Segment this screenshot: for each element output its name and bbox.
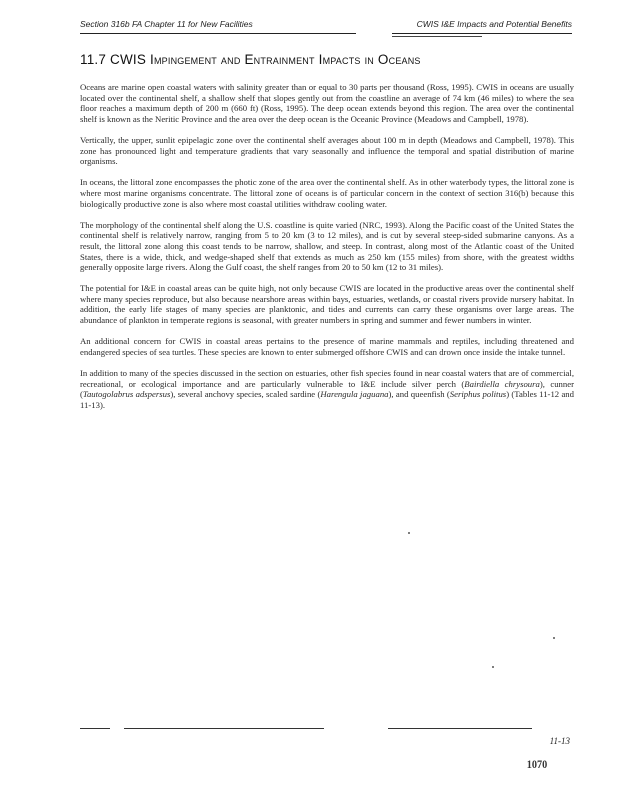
header-rule-right xyxy=(392,33,572,34)
footer-rule xyxy=(388,728,532,729)
running-header-left: Section 316b FA Chapter 11 for New Facilities xyxy=(80,19,253,29)
paragraph-littoral-zone: In oceans, the littoral zone encompasses the photic zone of the area over the continental shelf. As in other waterbody types, the littoral zone is where most marine organisms concentrate. The littoral zone of oceans is of particular concern in the context of section 316(b) because this biologically productive zone is also where most coastal utilities withdraw cooling water. xyxy=(80,177,574,209)
paragraph-ie-potential: The potential for I&E in coastal areas can be quite high, not only because CWIS are located in the productive areas over the continental shelf where many species reproduce, but also because nearshore areas within bays, estuaries, wetlands, or coastal rivers provide nursery habitat. In addition, the early life stages of many species are planktonic, and tides and currents can carry these organisms over large areas. The abundance of plankton in temperate regions is seasonal, with greater numbers in spring and summer and fewer numbers in winter. xyxy=(80,283,574,326)
section-title: 11.7 CWIS Impingement and Entrainment Impacts in Oceans xyxy=(80,52,421,67)
scan-speck xyxy=(553,637,555,639)
scan-speck xyxy=(492,666,494,668)
page-number: 11-13 xyxy=(549,736,570,746)
header-rule-left xyxy=(80,33,356,34)
bates-stamp: 1070 xyxy=(526,757,548,771)
paragraph-epipelagic-zone: Vertically, the upper, sunlit epipelagic zone over the continental shelf averages about 100 m in depth (Meadows and Campbell, 1978). This zone has pronounced light and temperature gradients that vary seasonally and influence the temporal and spatial distribution of marine organisms. xyxy=(80,134,574,167)
paragraph-oceans-definition: Oceans are marine open coastal waters with salinity greater than or equal to 30 parts per thousand (Ross, 1995). CWIS in oceans are usually located over the continental shelf, a shallow shelf that slopes gently out from the coastline an average of 74 km (46 miles) to where the sea floor reaches a maximum depth of 200 m (660 ft) (Ross, 1995). The deep ocean extends beyond this region. The area over the continental shelf is known as the Neritic Province and the area over the deep ocean is the Oceanic Province (Meadows and Campbell, 1978). xyxy=(80,82,574,124)
species-text: ), several anchovy species, scaled sardine ( xyxy=(170,389,321,400)
footer-rule xyxy=(80,728,110,729)
species-name: Tautogolabrus adspersus xyxy=(82,389,171,400)
paragraph-marine-mammals: An additional concern for CWIS in coastal areas pertains to the presence of marine mammals and reptiles, including threatened and endangered species of sea turtles. These species are known to enter submerged offshore CWIS and can drown once inside the intake tunnel. xyxy=(80,336,574,357)
paragraph-shelf-morphology: The morphology of the continental shelf along the U.S. coastline is quite varied (NRC, 1993). Along the Pacific coast of the United States the continental shelf is relatively narrow, ranging from 5 to 20 km (3 to 12 miles), and is cut by several steep-sided submarine canyons. As a result, the littoral zone along this coast tends to be narrow, shallow, and steep. In contrast, along most of the Atlantic coast of the United States, there is a wide, thick, and wedge-shaped shelf that extends as much as 250 km (155 miles) from shore, with the greatest widths generally opposite large rivers. Along the Gulf coast, the shelf ranges from 20 to 50 km (12 to 31 miles). xyxy=(80,219,574,273)
footer-rule xyxy=(124,728,324,729)
species-name: Seriphus politus xyxy=(449,389,507,400)
header-rule-right-short xyxy=(392,36,482,37)
body-text xyxy=(80,82,574,421)
species-text: ), and queenfish ( xyxy=(388,389,450,400)
species-text: ), cunner ( xyxy=(80,378,574,400)
species-text-lead: In addition to many of the species discussed in the section on estuaries, other fish species found in near coastal waters that are of commercial, recreational, or ecological importance and are particularly vulnerable to I&E include silver perch ( xyxy=(80,368,574,389)
running-header-right: CWIS I&E Impacts and Potential Benefits xyxy=(416,19,572,29)
paragraph-vulnerable-species xyxy=(80,368,574,410)
species-text: ) (Tables 11-12 and 11-13). xyxy=(80,389,574,410)
scan-speck xyxy=(408,532,410,534)
species-name: Harengula jaguana xyxy=(320,389,389,400)
species-name: Bairdiella chrysoura xyxy=(464,378,540,389)
